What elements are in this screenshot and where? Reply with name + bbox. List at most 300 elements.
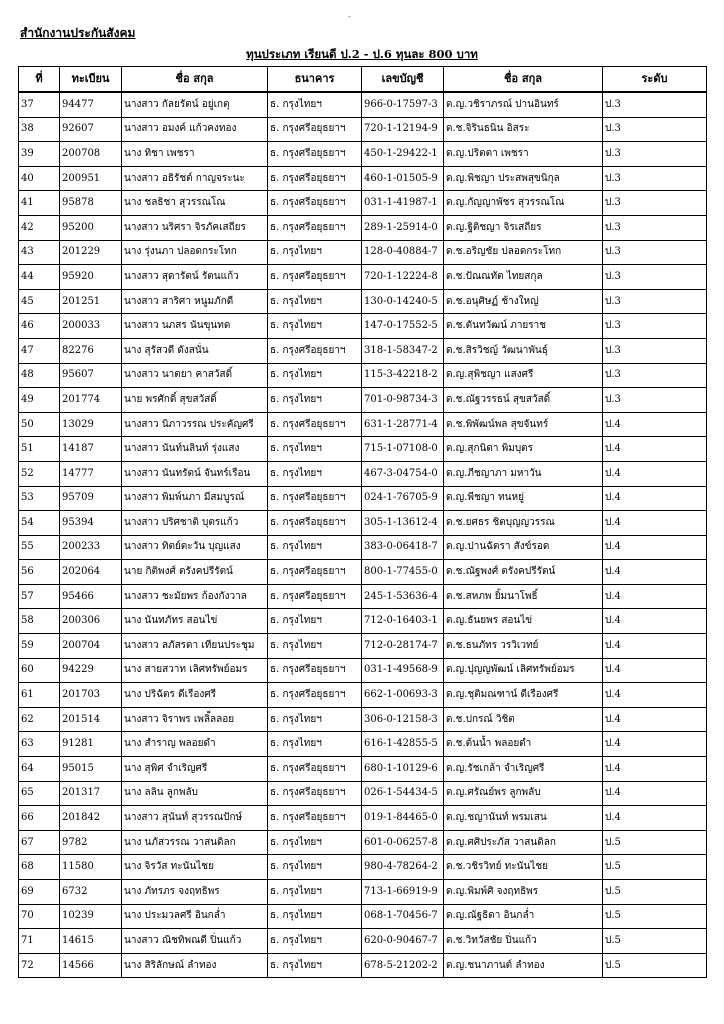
table-row [19, 757, 707, 782]
account-number: 720-1-12224-8 [362, 265, 444, 290]
registration-number: 201514 [60, 707, 122, 732]
row-number: 54 [19, 511, 60, 536]
bank-name: ธ. กรุงไทยฯ [268, 363, 362, 388]
insured-name: นางสาว ปริศชาติ บุตรแก้ว [122, 511, 268, 536]
registration-number: 200306 [60, 609, 122, 634]
bank-name: ธ. กรุงไทยฯ [268, 609, 362, 634]
row-number: 63 [19, 732, 60, 757]
child-name: ด.ญ.สุพิชญา แสงศรี [444, 363, 603, 388]
table-row [19, 806, 707, 831]
row-number: 68 [19, 855, 60, 880]
registration-number: 95920 [60, 265, 122, 290]
grade-level: ป.4 [603, 806, 707, 831]
row-number: 50 [19, 412, 60, 437]
bank-name: ธ. กรุงไทยฯ [268, 461, 362, 486]
bank-name: ธ. กรุงศรีอยุธยาฯ [268, 584, 362, 609]
header-number: ที่ [19, 67, 60, 93]
bank-name: ธ. กรุงไทยฯ [268, 634, 362, 659]
registration-number: 95878 [60, 191, 122, 216]
registration-number: 95394 [60, 511, 122, 536]
table-row [19, 363, 707, 388]
child-name: ด.ช.ณัฐวรรธน์ สุขสวัสดิ์ [444, 388, 603, 413]
account-number: 713-1-66919-9 [362, 880, 444, 905]
grade-level: ป.3 [603, 191, 707, 216]
child-name: ด.ญ.ศศิประภัส วาสนดิลก [444, 830, 603, 855]
insured-name: นาง ทิชา เพชรา [122, 142, 268, 167]
account-number: 031-1-49568-9 [362, 658, 444, 683]
table-row [19, 658, 707, 683]
child-name: ด.ญ.รัชเกล้า จำเริญศรี [444, 757, 603, 782]
registration-number: 95466 [60, 584, 122, 609]
table-row [19, 461, 707, 486]
header-row [19, 67, 707, 93]
table-row [19, 117, 707, 142]
child-name: ด.ญ.ธันยพร สอนไข่ [444, 609, 603, 634]
child-name: ด.ช.สหภพ ยิ้มนาโพธิ์ [444, 584, 603, 609]
row-number: 66 [19, 806, 60, 831]
child-name: ด.ญ.ปุญญพัฒน์ เลิศทรัพย์อมร [444, 658, 603, 683]
table-row [19, 289, 707, 314]
child-name: ด.ช.พิพัฒน์พล สุขจันทร์ [444, 412, 603, 437]
registration-number: 200704 [60, 634, 122, 659]
grade-level: ป.3 [603, 166, 707, 191]
insured-name: นาง ประมวลศรี อินกล่ำ [122, 904, 268, 929]
header-registration: ทะเบียน [60, 67, 122, 93]
grade-level: ป.4 [603, 781, 707, 806]
grade-level: ป.3 [603, 142, 707, 167]
row-number: 49 [19, 388, 60, 413]
row-number: 52 [19, 461, 60, 486]
bank-name: ธ. กรุงไทยฯ [268, 314, 362, 339]
table-row [19, 486, 707, 511]
child-name: ด.ญ.ปานฉัตรา สังข์รอด [444, 535, 603, 560]
grade-level: ป.3 [603, 338, 707, 363]
insured-name: นางสาว พิมพ์นภา มีสมบูรณ์ [122, 486, 268, 511]
account-number: 318-1-58347-2 [362, 338, 444, 363]
grade-level: ป.4 [603, 634, 707, 659]
registration-number: 200708 [60, 142, 122, 167]
insured-name: นางสาว นริศรา จิรภัคเสถียร [122, 215, 268, 240]
table-row [19, 142, 707, 167]
header-bank: ธนาคาร [268, 67, 362, 93]
bank-name: ธ. กรุงไทยฯ [268, 904, 362, 929]
page-mark: - [348, 12, 351, 21]
registration-number: 201251 [60, 289, 122, 314]
registration-number: 95015 [60, 757, 122, 782]
insured-name: นางสาว นภสร นันขุนทด [122, 314, 268, 339]
table-row [19, 560, 707, 585]
insured-name: นาง นันทภัทร สอนไข่ [122, 609, 268, 634]
child-name: ด.ญ.ชุติมณฑาน์ ดีเรืองศรี [444, 683, 603, 708]
scholarship-table [18, 66, 707, 978]
row-number: 47 [19, 338, 60, 363]
table-row [19, 634, 707, 659]
document-title: ทุนประเภท เรียนดี ป.2 - ป.6 ทุนละ 800 บาท [246, 47, 478, 61]
account-number: 115-3-42218-2 [362, 363, 444, 388]
table-row [19, 388, 707, 413]
registration-number: 10239 [60, 904, 122, 929]
account-number: 306-0-12158-3 [362, 707, 444, 732]
table-row [19, 314, 707, 339]
bank-name: ธ. กรุงศรีอยุธยาฯ [268, 265, 362, 290]
insured-name: นางสาว ณิชทิพณดี ปิ่นแก้ว [122, 929, 268, 954]
header-child-name: ชื่อ สกุล [444, 67, 603, 93]
row-number: 69 [19, 880, 60, 905]
account-number: 712-0-16403-1 [362, 609, 444, 634]
table-row [19, 240, 707, 265]
insured-name: นางสาว นิภาวรรณ ประคัญศรี [122, 412, 268, 437]
insured-name: นางสาว อธิรัชต์ กาญจระนะ [122, 166, 268, 191]
registration-number: 13029 [60, 412, 122, 437]
bank-name: ธ. กรุงไทยฯ [268, 707, 362, 732]
grade-level: ป.4 [603, 486, 707, 511]
row-number: 57 [19, 584, 60, 609]
account-number: 383-0-06418-7 [362, 535, 444, 560]
account-number: 019-1-84465-0 [362, 806, 444, 831]
insured-name: นาง ปริฉัตร ดีเรืองศรี [122, 683, 268, 708]
grade-level: ป.4 [603, 560, 707, 585]
account-number: 680-1-10129-6 [362, 757, 444, 782]
row-number: 51 [19, 437, 60, 462]
row-number: 71 [19, 929, 60, 954]
grade-level: ป.4 [603, 757, 707, 782]
grade-level: ป.5 [603, 929, 707, 954]
bank-name: ธ. กรุงศรีอยุธยาฯ [268, 486, 362, 511]
account-number: 800-1-77455-0 [362, 560, 444, 585]
bank-name: ธ. กรุงไทยฯ [268, 92, 362, 117]
bank-name: ธ. กรุงศรีอยุธยาฯ [268, 658, 362, 683]
registration-number: 94229 [60, 658, 122, 683]
child-name: ด.ญ.พิมพ์ศิ จงฤทธิพร [444, 880, 603, 905]
registration-number: 11580 [60, 855, 122, 880]
table-row [19, 191, 707, 216]
table-row [19, 584, 707, 609]
bank-name: ธ. กรุงศรีอยุธยาฯ [268, 142, 362, 167]
child-name: ด.ญ.ภีชญาภา มหาวัน [444, 461, 603, 486]
row-number: 42 [19, 215, 60, 240]
insured-name: นาง นภัสวรรณ วาสนดิลก [122, 830, 268, 855]
table-row [19, 265, 707, 290]
child-name: ด.ญ.ชนาภานต์ ลำทอง [444, 953, 603, 978]
insured-name: นาง สิริลักษณ์ ลำทอง [122, 953, 268, 978]
registration-number: 201774 [60, 388, 122, 413]
account-number: 678-5-21202-2 [362, 953, 444, 978]
account-number: 701-0-98734-3 [362, 388, 444, 413]
insured-name: นางสาว ลภัสรดา เทียนประชุม [122, 634, 268, 659]
row-number: 53 [19, 486, 60, 511]
grade-level: ป.5 [603, 953, 707, 978]
account-number: 980-4-78264-2 [362, 855, 444, 880]
registration-number: 14777 [60, 461, 122, 486]
grade-level: ป.5 [603, 880, 707, 905]
insured-name: นางสาว สุนันท์ สุวรรณปักษ์ [122, 806, 268, 831]
child-name: ด.ช.อนุศิษฏ์ ช้างใหญ่ [444, 289, 603, 314]
row-number: 72 [19, 953, 60, 978]
row-number: 45 [19, 289, 60, 314]
registration-number: 95709 [60, 486, 122, 511]
bank-name: ธ. กรุงไทยฯ [268, 289, 362, 314]
table-row [19, 880, 707, 905]
registration-number: 200033 [60, 314, 122, 339]
account-number: 467-3-04754-0 [362, 461, 444, 486]
account-number: 305-1-13612-4 [362, 511, 444, 536]
account-number: 601-0-06257-8 [362, 830, 444, 855]
child-name: ด.ญ.สุกนิดา พิมบุตร [444, 437, 603, 462]
account-number: 450-1-29422-1 [362, 142, 444, 167]
registration-number: 201317 [60, 781, 122, 806]
row-number: 43 [19, 240, 60, 265]
grade-level: ป.3 [603, 92, 707, 117]
table-row [19, 781, 707, 806]
row-number: 41 [19, 191, 60, 216]
table-row [19, 683, 707, 708]
bank-name: ธ. กรุงศรีอยุธยาฯ [268, 338, 362, 363]
account-number: 147-0-17552-5 [362, 314, 444, 339]
insured-name: นางสาว นาตยา คาสวัสดิ์ [122, 363, 268, 388]
account-number: 712-0-28174-7 [362, 634, 444, 659]
table-row [19, 929, 707, 954]
grade-level: ป.5 [603, 855, 707, 880]
table-row [19, 511, 707, 536]
bank-name: ธ. กรุงศรีอยุธยาฯ [268, 215, 362, 240]
grade-level: ป.4 [603, 461, 707, 486]
table-row [19, 338, 707, 363]
grade-level: ป.4 [603, 707, 707, 732]
insured-name: นาย กิติพงศ์ ตรังคปรีรัตน์ [122, 560, 268, 585]
table-row [19, 166, 707, 191]
bank-name: ธ. กรุงศรีอยุธยาฯ [268, 191, 362, 216]
table-row [19, 830, 707, 855]
bank-name: ธ. กรุงศรีอยุธยาฯ [268, 412, 362, 437]
bank-name: ธ. กรุงศรีอยุธยาฯ [268, 166, 362, 191]
row-number: 60 [19, 658, 60, 683]
child-name: ด.ญ.ปริตตา เพชรา [444, 142, 603, 167]
grade-level: ป.4 [603, 412, 707, 437]
grade-level: ป.3 [603, 215, 707, 240]
account-number: 289-1-25914-0 [362, 215, 444, 240]
grade-level: ป.4 [603, 732, 707, 757]
grade-level: ป.5 [603, 830, 707, 855]
registration-number: 201229 [60, 240, 122, 265]
insured-name: นางสาว จิราพร เพลิ็ลลอย [122, 707, 268, 732]
row-number: 58 [19, 609, 60, 634]
bank-name: ธ. กรุงศรีอยุธยาฯ [268, 560, 362, 585]
insured-name: นางสาว อมงค์ แก้วคงทอง [122, 117, 268, 142]
table-row [19, 953, 707, 978]
registration-number: 14615 [60, 929, 122, 954]
child-name: ด.ญ.ชญานันท์ พรมเสน [444, 806, 603, 831]
row-number: 62 [19, 707, 60, 732]
insured-name: นาง สายสวาท เลิศทรัพย์อมร [122, 658, 268, 683]
table-row [19, 732, 707, 757]
child-name: ด.ญ.วชิราภรณ์ ปานอินทร์ [444, 92, 603, 117]
child-name: ด.ช.วิทวัสชัย ปิ่นแก้ว [444, 929, 603, 954]
account-number: 068-1-70456-7 [362, 904, 444, 929]
grade-level: ป.3 [603, 289, 707, 314]
registration-number: 201842 [60, 806, 122, 831]
bank-name: ธ. กรุงศรีอยุธยาฯ [268, 511, 362, 536]
account-number: 715-1-07108-0 [362, 437, 444, 462]
child-name: ด.ญ.ฐิติชญา จิรเสถียร [444, 215, 603, 240]
grade-level: ป.3 [603, 388, 707, 413]
insured-name: นาง ลลิน ลูกพลับ [122, 781, 268, 806]
account-number: 460-1-01505-9 [362, 166, 444, 191]
account-number: 620-0-90467-7 [362, 929, 444, 954]
grade-level: ป.5 [603, 904, 707, 929]
table-row [19, 437, 707, 462]
header-account-number: เลขบัญชี [362, 67, 444, 93]
bank-name: ธ. กรุงไทยฯ [268, 388, 362, 413]
account-number: 662-1-00693-3 [362, 683, 444, 708]
row-number: 65 [19, 781, 60, 806]
insured-name: นาง สำราญ พลอยดำ [122, 732, 268, 757]
child-name: ด.ช.วชิรวิทย์ ทะนันไชย [444, 855, 603, 880]
insured-name: นาง รุ่งนภา ปลอดกระโทก [122, 240, 268, 265]
bank-name: ธ. กรุงไทยฯ [268, 240, 362, 265]
registration-number: 14187 [60, 437, 122, 462]
registration-number: 91281 [60, 732, 122, 757]
child-name: ด.ช.สิรวิชญ์ วัฒนาพันธุ์ [444, 338, 603, 363]
bank-name: ธ. กรุงไทยฯ [268, 953, 362, 978]
bank-name: ธ. กรุงไทยฯ [268, 830, 362, 855]
child-name: ด.ญ.พิชญา ประสพสุขนิกุล [444, 166, 603, 191]
insured-name: นางสาว กัลยรัตน์ อยู่เกตุ [122, 92, 268, 117]
registration-number: 200233 [60, 535, 122, 560]
insured-name: นางสาว สาริศา หนูมภักดี [122, 289, 268, 314]
table-row [19, 609, 707, 634]
registration-number: 6732 [60, 880, 122, 905]
grade-level: ป.3 [603, 265, 707, 290]
grade-level: ป.3 [603, 314, 707, 339]
registration-number: 9782 [60, 830, 122, 855]
registration-number: 95200 [60, 215, 122, 240]
registration-number: 202064 [60, 560, 122, 585]
bank-name: ธ. กรุงไทยฯ [268, 929, 362, 954]
account-number: 128-0-40884-7 [362, 240, 444, 265]
row-number: 40 [19, 166, 60, 191]
table-row [19, 904, 707, 929]
registration-number: 82276 [60, 338, 122, 363]
child-name: ด.ช.ธนภัทร วรวิเวทย์ [444, 634, 603, 659]
table-row [19, 535, 707, 560]
row-number: 55 [19, 535, 60, 560]
row-number: 67 [19, 830, 60, 855]
row-number: 59 [19, 634, 60, 659]
registration-number: 94477 [60, 92, 122, 117]
grade-level: ป.3 [603, 117, 707, 142]
registration-number: 14566 [60, 953, 122, 978]
insured-name: นางสาว นันทรัตน์ จันทร์เรือน [122, 461, 268, 486]
insured-name: นาง สุรัสวดี ดังสนั่น [122, 338, 268, 363]
child-name: ด.ช.ณัฐพงศ์ ตรังคปรีรัตน์ [444, 560, 603, 585]
registration-number: 95607 [60, 363, 122, 388]
row-number: 70 [19, 904, 60, 929]
bank-name: ธ. กรุงศรีอยุธยาฯ [268, 781, 362, 806]
grade-level: ป.3 [603, 363, 707, 388]
row-number: 46 [19, 314, 60, 339]
bank-name: ธ. กรุงศรีอยุธยาฯ [268, 806, 362, 831]
account-number: 024-1-76705-9 [362, 486, 444, 511]
grade-level: ป.4 [603, 609, 707, 634]
account-number: 631-1-28771-4 [362, 412, 444, 437]
table-row [19, 92, 707, 117]
table-row [19, 412, 707, 437]
bank-name: ธ. กรุงไทยฯ [268, 732, 362, 757]
bank-name: ธ. กรุงศรีอยุธยาฯ [268, 757, 362, 782]
bank-name: ธ. กรุงศรีอยุธยาฯ [268, 117, 362, 142]
insured-name: นาง สุพิศ จำเริญศรี [122, 757, 268, 782]
account-number: 616-1-42855-5 [362, 732, 444, 757]
bank-name: ธ. กรุงไทยฯ [268, 880, 362, 905]
registration-number: 92607 [60, 117, 122, 142]
grade-level: ป.4 [603, 584, 707, 609]
table-row [19, 855, 707, 880]
grade-level: ป.4 [603, 535, 707, 560]
account-number: 966-0-17597-3 [362, 92, 444, 117]
child-name: ด.ช.ตันทวัฒน์ ภายราช [444, 314, 603, 339]
child-name: ด.ช.อริญชัย ปลอดกระโทก [444, 240, 603, 265]
registration-number: 200951 [60, 166, 122, 191]
row-number: 48 [19, 363, 60, 388]
insured-name: นาย พรศักดิ์ สุขสวัสดิ์ [122, 388, 268, 413]
child-name: ด.ช.ยศธร ชิตบุญญวรรณ [444, 511, 603, 536]
row-number: 44 [19, 265, 60, 290]
insured-name: นาง ชลธิชา สุวรรณโณ [122, 191, 268, 216]
bank-name: ธ. กรุงไทยฯ [268, 437, 362, 462]
row-number: 39 [19, 142, 60, 167]
grade-level: ป.3 [603, 240, 707, 265]
account-number: 245-1-53636-4 [362, 584, 444, 609]
table-row [19, 707, 707, 732]
row-number: 64 [19, 757, 60, 782]
child-name: ด.ช.ต้นน้ำ พลอยดำ [444, 732, 603, 757]
office-name: สำนักงานประกันสังคม [20, 26, 136, 40]
bank-name: ธ. กรุงศรีอยุธยาฯ [268, 683, 362, 708]
account-number: 031-1-41987-1 [362, 191, 444, 216]
grade-level: ป.4 [603, 511, 707, 536]
registration-number: 201703 [60, 683, 122, 708]
insured-name: นาง ภัทรภร จงฤทธิพร [122, 880, 268, 905]
insured-name: นาง จิรวัส ทะนันไชย [122, 855, 268, 880]
table-body [19, 92, 707, 978]
row-number: 37 [19, 92, 60, 117]
header-level: ระดับ [603, 67, 707, 93]
grade-level: ป.4 [603, 658, 707, 683]
grade-level: ป.4 [603, 683, 707, 708]
child-name: ด.ญ.ณัฐธิดา อินกล่ำ [444, 904, 603, 929]
account-number: 026-1-54434-5 [362, 781, 444, 806]
account-number: 130-0-14240-5 [362, 289, 444, 314]
child-name: ด.ญ.พีชญา ทนหยู่ [444, 486, 603, 511]
child-name: ด.ญ.กัญญาพัชร สุวรรณโณ [444, 191, 603, 216]
account-number: 720-1-12194-9 [362, 117, 444, 142]
row-number: 56 [19, 560, 60, 585]
grade-level: ป.4 [603, 437, 707, 462]
insured-name: นางสาว สุดารัตน์ รัตนแก้ว [122, 265, 268, 290]
row-number: 61 [19, 683, 60, 708]
insured-name: นางสาว นันท์นลินท์ รุ่งแสง [122, 437, 268, 462]
insured-name: นางสาว ทิตย์ตะวัน บุญแสง [122, 535, 268, 560]
bank-name: ธ. กรุงไทยฯ [268, 535, 362, 560]
child-name: ด.ช.ปกรณ์ วิชิต [444, 707, 603, 732]
child-name: ด.ช.ปัณณทัต ไทยสกุล [444, 265, 603, 290]
bank-name: ธ. กรุงไทยฯ [268, 855, 362, 880]
child-name: ด.ญ.ศรัณย์พร ลูกพลับ [444, 781, 603, 806]
header-insured-name: ชื่อ สกุล [122, 67, 268, 93]
child-name: ด.ช.จิรินธนิน อิสระ [444, 117, 603, 142]
row-number: 38 [19, 117, 60, 142]
insured-name: นางสาว ชะมัยพร ก้องกังวาล [122, 584, 268, 609]
